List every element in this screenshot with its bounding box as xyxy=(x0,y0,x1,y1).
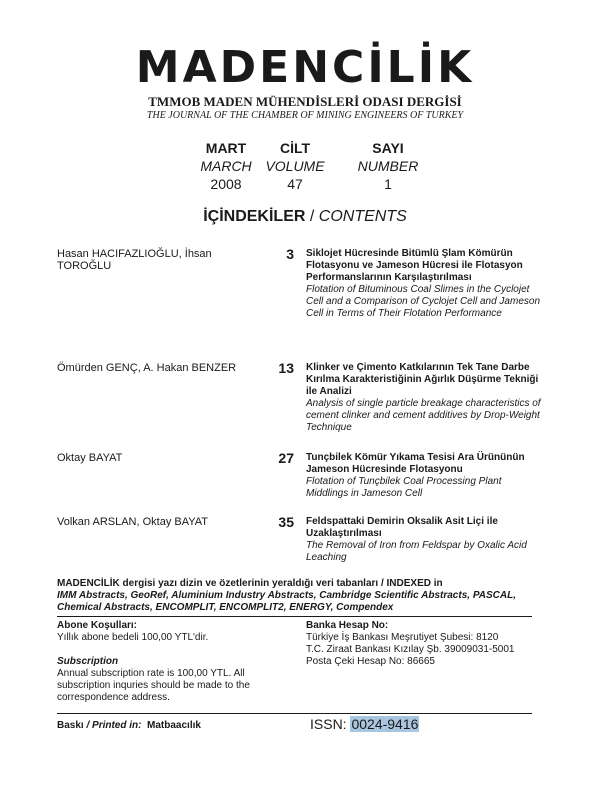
journal-subtitle-en: THE JOURNAL OF THE CHAMBER OF MINING ENGINEERS OF TURKEY xyxy=(146,110,464,121)
issn-value[interactable]: 0024-9416 xyxy=(351,716,419,732)
indexed-lead: MADENCİLİK dergisi yazı dizin ve özetlerinin yeraldığı veri tabanları / INDEXED in xyxy=(57,578,443,589)
subscription-text-en: Annual subscription rate is 100,00 YTL. All subscription inquries should be made to the correspondence address. xyxy=(57,668,250,703)
article-authors: Volkan ARSLAN, Oktay BAYAT xyxy=(57,516,209,528)
printer-name: Matbaacılık xyxy=(141,720,201,731)
bank-block xyxy=(306,620,546,668)
issue-month xyxy=(186,139,266,193)
volume-label: CİLT xyxy=(279,140,311,156)
article-title-en: Flotation of Bituminous Coal Slimes in the Cyclojet Cell and a Comparison of Cyclojet Cell and Jameson Cell in Terms of Their Flotation Performance xyxy=(306,284,541,319)
bank-label: Banka Hesap No: xyxy=(306,620,389,631)
article-title-block xyxy=(306,248,542,320)
bank-line-3: Posta Çeki Hesap No: 86665 xyxy=(306,656,435,667)
number-label: SAYI xyxy=(372,140,404,156)
indexed-block xyxy=(57,578,547,614)
article-title-tr: Feldspattaki Demirin Oksalik Asit Liçi ile Uzaklaştırılması xyxy=(306,516,498,539)
printed-label-tr: Baskı xyxy=(57,720,84,731)
article-title-block xyxy=(306,452,542,500)
article-authors: Hasan HACIFAZLIOĞLU, İhsan TOROĞLU xyxy=(57,248,212,272)
journal-title: MADENCİLİK xyxy=(135,42,475,93)
number-label-en: NUMBER xyxy=(357,158,419,174)
issn-label: ISSN: xyxy=(310,716,351,732)
divider xyxy=(57,713,532,714)
article-page: 3 xyxy=(286,246,294,262)
volume-value: 47 xyxy=(287,176,303,192)
month-value: 2008 xyxy=(210,176,242,192)
article-page: 13 xyxy=(278,360,294,376)
volume-label-en: VOLUME xyxy=(265,158,325,174)
month-label-en: MARCH xyxy=(200,158,252,174)
contents-title-en: CONTENTS xyxy=(318,208,407,225)
article-title-en: Flotation of Tunçbilek Coal Processing Plant Middlings in Jameson Cell xyxy=(306,476,502,499)
indexed-list: IMM Abstracts, GeoRef, Aluminium Industry Abstracts, Cambridge Scientific Abstracts, PASCAL, Chemical Abstracts, ENCOMPLIT, ENCOMPLIT2, ENERGY, Compendex xyxy=(57,590,516,613)
bank-line-1: Türkiye İş Bankası Meşrutiyet Şubesi: 8120 xyxy=(306,632,499,643)
article-title-tr: Tunçbilek Kömür Yıkama Tesisi Ara Ürününün Jameson Hücresinde Flotasyonu xyxy=(306,452,525,475)
issue-number xyxy=(348,139,428,193)
printed-in xyxy=(57,720,201,731)
number-value: 1 xyxy=(384,176,392,192)
issn xyxy=(310,716,419,732)
issue-volume xyxy=(255,139,335,193)
contents-title-sep: / xyxy=(305,208,319,225)
divider xyxy=(57,616,532,617)
article-title-tr: Siklojet Hücresinde Bitümlü Şlam Kömürün Flotasyonu ve Jameson Hücresi ile Flotasyon Performanslarının Karşılaştırılması xyxy=(306,248,523,283)
article-authors: Ömürden GENÇ, A. Hakan BENZER xyxy=(57,362,237,374)
article-title-en: The Removal of Iron from Feldspar by Oxalic Acid Leaching xyxy=(306,540,527,563)
contents-title xyxy=(0,208,600,226)
article-authors: Oktay BAYAT xyxy=(57,452,123,464)
article-page: 35 xyxy=(278,514,294,530)
printed-label-en: / Printed in: xyxy=(83,720,142,731)
month-label: MART xyxy=(205,140,247,156)
subscription-text-tr: Yıllık abone bedeli 100,00 YTL'dir. xyxy=(57,632,209,643)
contents-title-tr: İÇİNDEKİLER xyxy=(203,208,306,225)
article-title-block xyxy=(306,362,542,434)
article-title-block xyxy=(306,516,542,564)
subscription-label-en: Subscription xyxy=(57,656,119,667)
subscription-label-tr: Abone Koşulları: xyxy=(57,620,138,631)
article-page: 27 xyxy=(278,450,294,466)
journal-subtitle: TMMOB MADEN MÜHENDİSLERİ ODASI DERGİSİ xyxy=(148,94,462,109)
article-title-tr: Klinker ve Çimento Katkılarının Tek Tane Darbe Kırılma Karakteristiğinin Ağırlık Düşürme Tekniği ile Analizi xyxy=(306,362,539,397)
article-title-en: Analysis of single particle breakage characteristics of cement clinker and cement additives by Drop-Weight Technique xyxy=(306,398,541,433)
bank-line-2: T.C. Ziraat Bankası Kızılay Şb. 39009031-5001 xyxy=(306,644,515,655)
subscription-block xyxy=(57,620,292,704)
